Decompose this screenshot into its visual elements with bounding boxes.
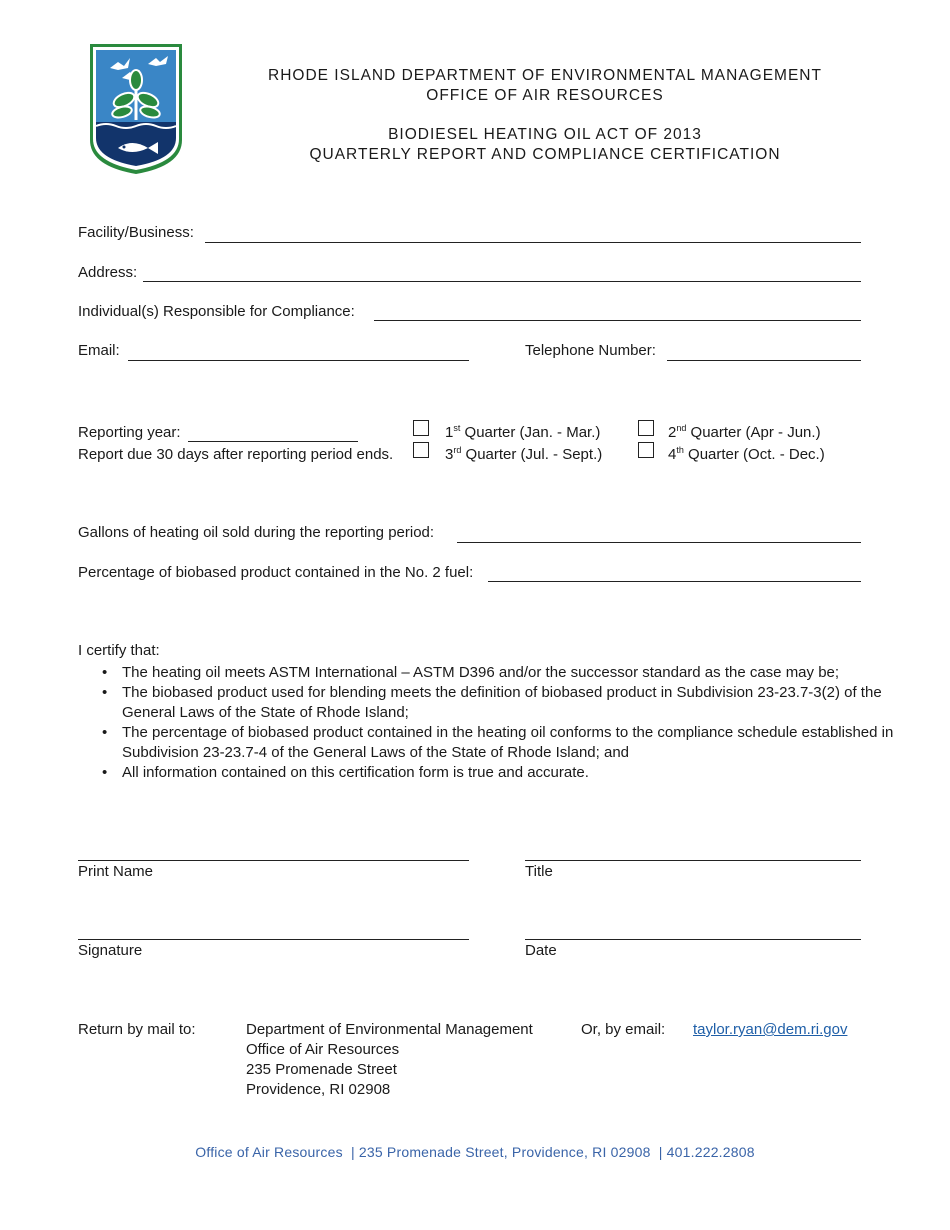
percentage-field[interactable] [488, 581, 861, 582]
office-title: OFFICE OF AIR RESOURCES [426, 87, 664, 104]
mail-address-line: Providence, RI 02908 [246, 1081, 391, 1098]
certification-item: • The biobased product used for blending meets the definition of biobased product in Subdivision 23-23.7-3(2) of the General Laws of the State of Rhode Island; [122, 683, 922, 723]
mail-address-line: 235 Promenade Street [246, 1061, 397, 1078]
return-email-label: Or, by email: [581, 1021, 666, 1038]
q4-label: 4th Quarter (Oct. - Dec.) [668, 445, 825, 463]
phone-label: Telephone Number: [525, 342, 656, 359]
address-field[interactable] [143, 281, 861, 282]
responsible-field[interactable] [374, 320, 861, 321]
certification-item: • The heating oil meets ASTM International – ASTM D396 and/or the successor standard as the case may be; [122, 663, 922, 683]
return-email-link[interactable]: taylor.ryan@dem.ri.gov [693, 1021, 848, 1038]
q1-label: 1st Quarter (Jan. - Mar.) [445, 423, 601, 441]
q2-checkbox[interactable] [638, 420, 654, 436]
certification-item: • The percentage of biobased product contained in the heating oil conforms to the compliance schedule established in Subdivision 23-23.7-4 of the General Laws of the State of Rhode Island; and [122, 723, 922, 763]
gallons-label: Gallons of heating oil sold during the reporting period: [78, 524, 435, 541]
title-field[interactable] [525, 860, 861, 861]
mail-address-line: Department of Environmental Management [246, 1021, 533, 1038]
mail-address [246, 1020, 533, 1100]
q1-checkbox[interactable] [413, 420, 429, 436]
facility-label: Facility/Business: [78, 224, 194, 241]
facility-field[interactable] [205, 242, 861, 243]
signature-field[interactable] [78, 939, 469, 940]
reporting-year-label: Reporting year: [78, 424, 181, 441]
q4-checkbox[interactable] [638, 442, 654, 458]
return-mail-label: Return by mail to: [78, 1021, 196, 1038]
signature-label: Signature [78, 942, 143, 959]
email-label: Email: [78, 342, 120, 359]
q3-checkbox[interactable] [413, 442, 429, 458]
print-name-field[interactable] [78, 860, 469, 861]
address-label: Address: [78, 264, 138, 281]
print-name-label: Print Name [78, 863, 154, 880]
due-note: Report due 30 days after reporting period ends. [78, 446, 394, 463]
mail-address-line: Office of Air Resources [246, 1041, 400, 1058]
date-field[interactable] [525, 939, 861, 940]
percentage-label: Percentage of biobased product contained in the No. 2 fuel: [78, 564, 474, 581]
title-label: Title [525, 863, 553, 880]
certification-item: • All information contained on this certification form is true and accurate. [122, 763, 922, 783]
phone-field[interactable] [667, 360, 861, 361]
gallons-field[interactable] [457, 542, 861, 543]
q3-label: 3rd Quarter (Jul. - Sept.) [445, 445, 603, 463]
date-label: Date [525, 942, 557, 959]
certification-list [78, 663, 922, 783]
email-field[interactable] [128, 360, 469, 361]
report-title: QUARTERLY REPORT AND COMPLIANCE CERTIFICATION [309, 146, 781, 163]
q2-label: 2nd Quarter (Apr - Jun.) [668, 423, 821, 441]
ridem-logo-icon [88, 42, 184, 176]
responsible-label: Individual(s) Responsible for Compliance: [78, 303, 355, 320]
act-title: BIODIESEL HEATING OIL ACT OF 2013 [388, 126, 702, 143]
reporting-year-field[interactable] [188, 441, 358, 442]
certify-intro: I certify that: [78, 642, 160, 659]
footer-contact: Office of Air Resources | 235 Promenade Street, Providence, RI 02908 | 401.222.2808 [195, 1144, 755, 1160]
department-title: RHODE ISLAND DEPARTMENT OF ENVIRONMENTAL MANAGEMENT [268, 67, 822, 84]
